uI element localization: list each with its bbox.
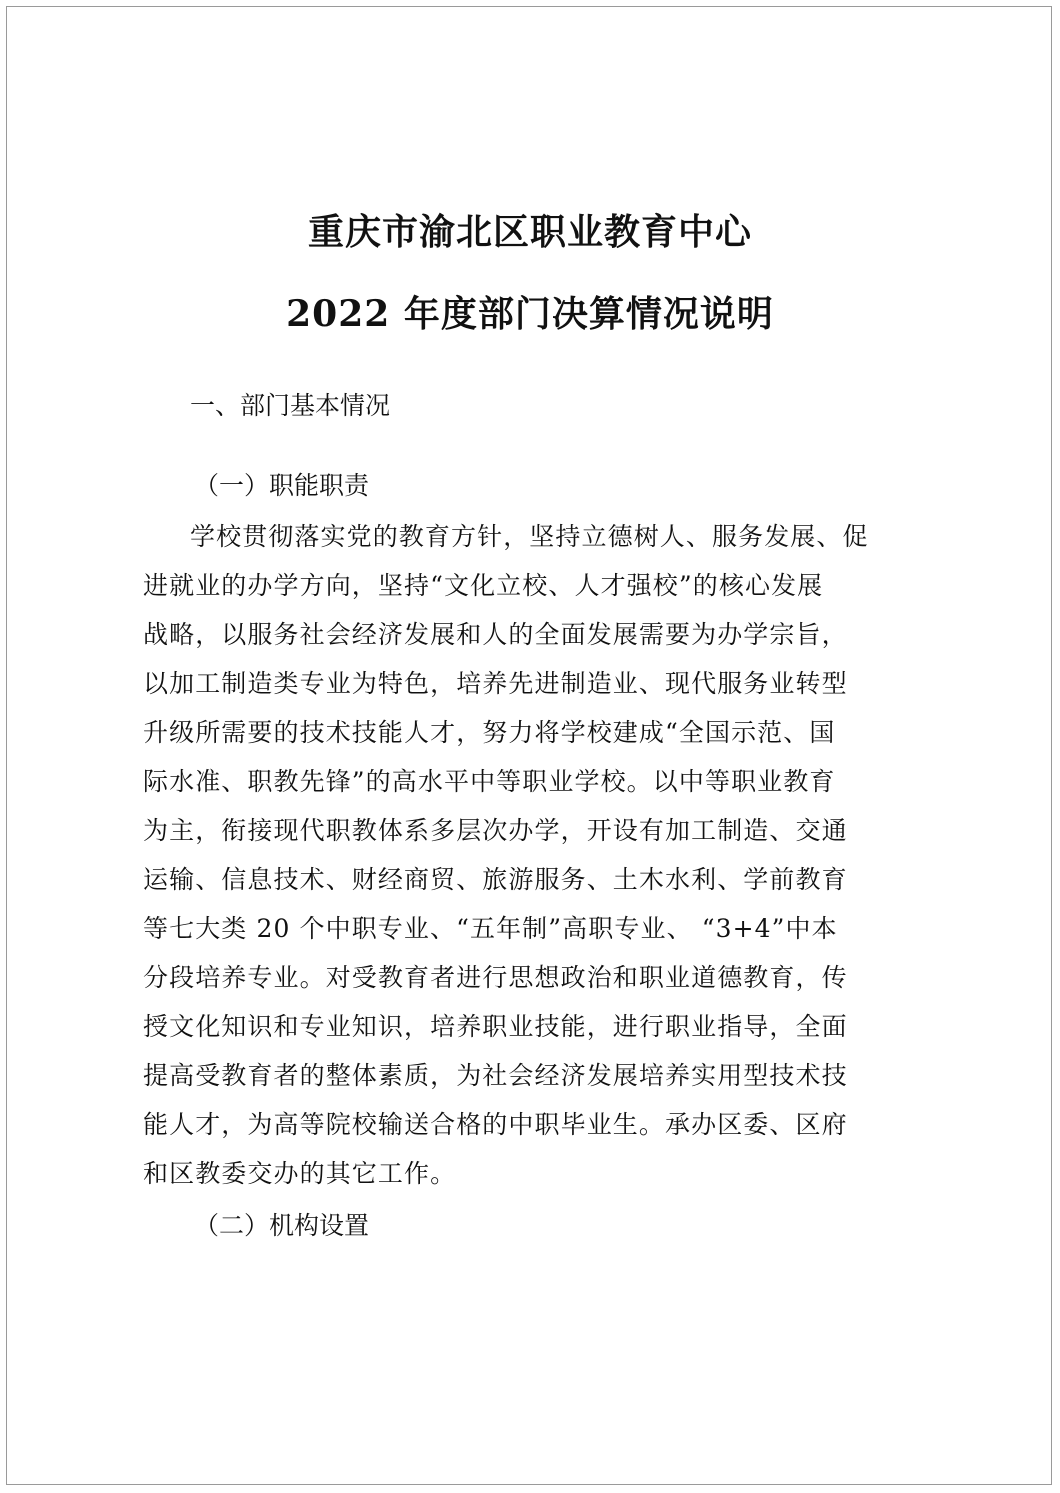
paragraph-line: 运输、信息技术、财经商贸、旅游服务、土木水利、学前教育 bbox=[143, 865, 848, 894]
paragraph-line: 和区教委交办的其它工作。 bbox=[143, 1159, 457, 1188]
paragraph-line: 进就业的办学方向，坚持“文化立校、人才强校”的核心发展 bbox=[143, 571, 824, 600]
paragraph-line: 能人才，为高等院校输送合格的中职毕业生。承办区委、区府 bbox=[143, 1110, 848, 1139]
paragraph-line: 等七大类 20 个中职专业、“五年制”高职专业、 “3+4”中本 bbox=[143, 914, 838, 943]
paragraph-line: 授文化知识和专业知识，培养职业技能，进行职业指导，全面 bbox=[143, 1012, 848, 1041]
subsection-heading-organization: （二）机构设置 bbox=[194, 1211, 370, 1240]
section-heading-basic-info: 一、部门基本情况 bbox=[190, 391, 391, 420]
paragraph-line: 提高受教育者的整体素质，为社会经济发展培养实用型技术技 bbox=[143, 1061, 848, 1090]
document-title-line2: 2022 年度部门决算情况说明 bbox=[286, 293, 774, 335]
paragraph-line: 以加工制造类专业为特色，培养先进制造业、现代服务业转型 bbox=[143, 669, 848, 698]
paragraph-line: 战略，以服务社会经济发展和人的全面发展需要为办学宗旨， bbox=[143, 620, 848, 649]
paragraph-line: 分段培养专业。对受教育者进行思想政治和职业道德教育，传 bbox=[143, 963, 848, 992]
paragraph-line: 升级所需要的技术技能人才，努力将学校建成“全国示范、国 bbox=[143, 718, 836, 747]
document-title-line1: 重庆市渝北区职业教育中心 bbox=[307, 211, 752, 253]
paragraph-line: 际水准、职教先锋”的高水平中等职业学校。以中等职业教育 bbox=[143, 767, 836, 796]
subsection-heading-functions: （一）职能职责 bbox=[194, 471, 370, 500]
paragraph-line: 学校贯彻落实党的教育方针，坚持立德树人、服务发展、促 bbox=[190, 522, 869, 551]
paragraph-line: 为主，衔接现代职教体系多层次办学，开设有加工制造、交通 bbox=[143, 816, 848, 845]
